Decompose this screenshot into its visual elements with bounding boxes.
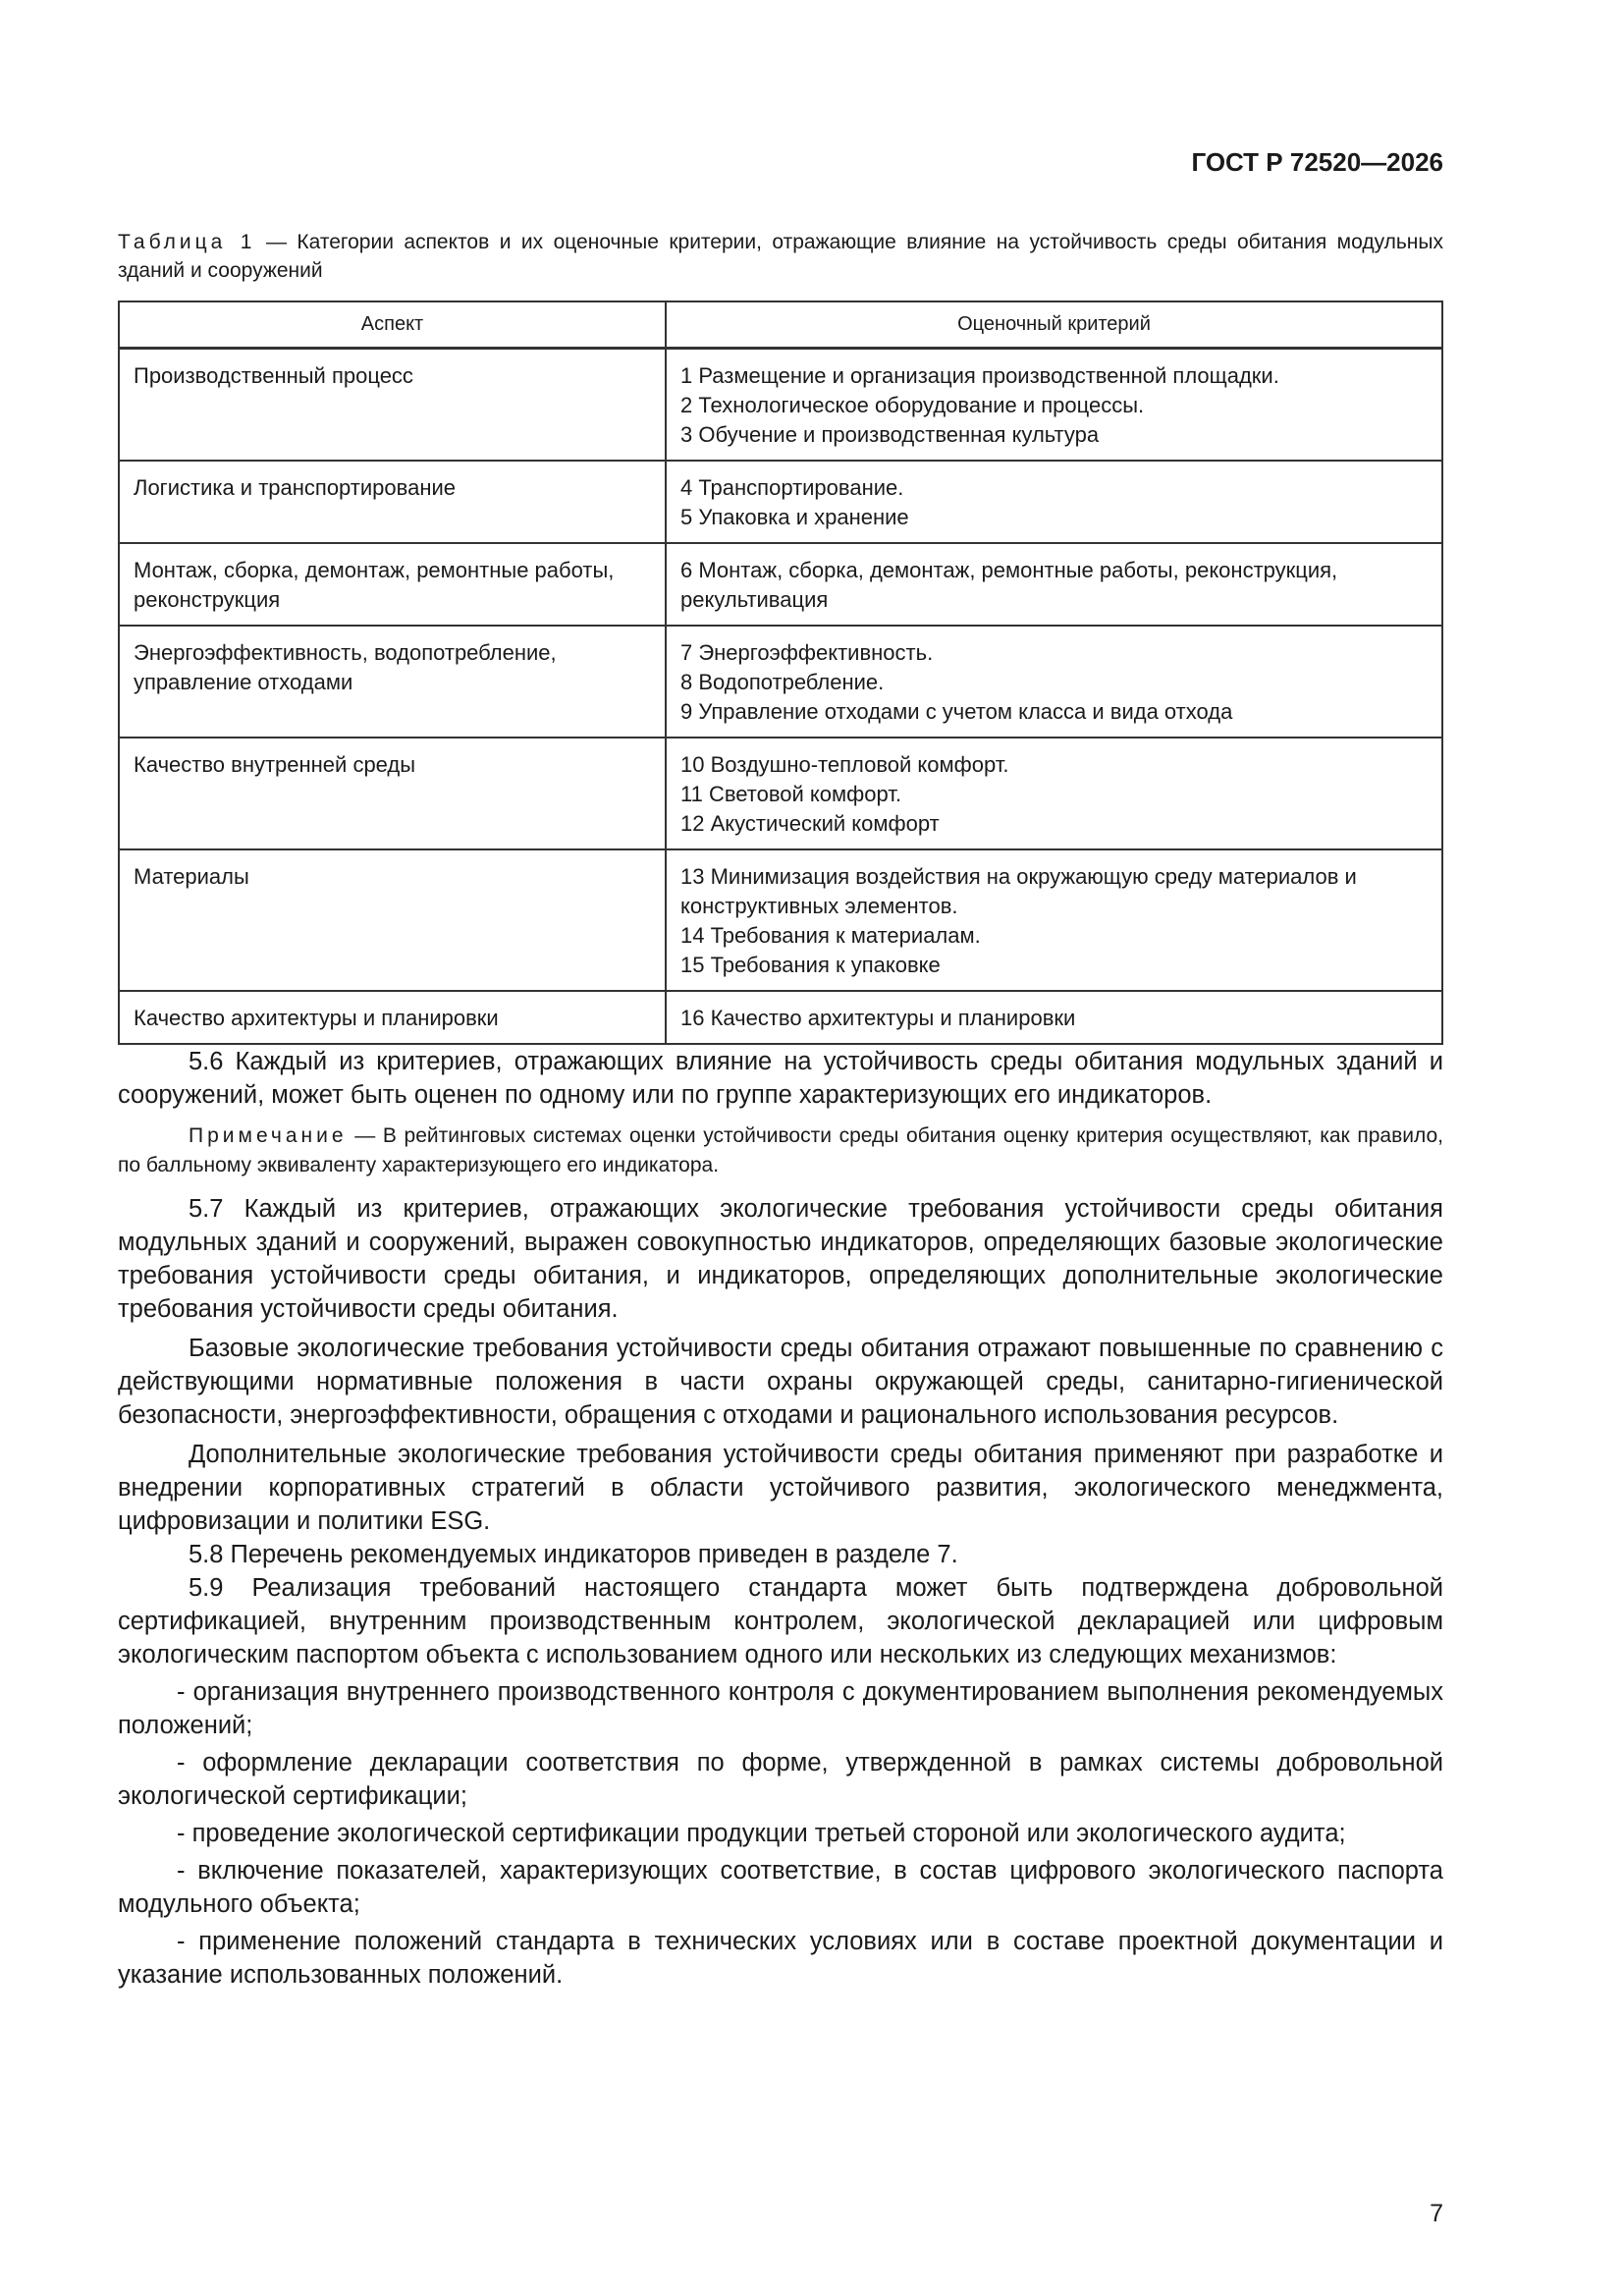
page-number: 7 bbox=[1430, 2200, 1443, 2227]
criteria-cell bbox=[666, 738, 1442, 849]
table-row bbox=[119, 738, 1442, 849]
note bbox=[118, 1121, 1443, 1180]
paragraph-5-7-base: Базовые экологические требования устойчивости среды обитания отражают повышенные по сравнению с действующими нормативные положения в части охраны окружающей среды, санитарно-гигиенической безопасности, энергоэффективности, обращения с отходами и рационального использования ресурсов. bbox=[118, 1335, 1443, 1429]
criterion-line: 13 Минимизация воздействия на окружающую среду материалов и конструктивных элементов. bbox=[680, 864, 1357, 918]
criterion-line: 12 Акустический комфорт bbox=[680, 811, 940, 836]
criterion-line: 8 Водопотребление. bbox=[680, 670, 885, 694]
criteria-cell bbox=[666, 349, 1442, 462]
criterion-line: 5 Упаковка и хранение bbox=[680, 505, 909, 529]
table-row bbox=[119, 349, 1442, 462]
criterion-line: 4 Транспортирование. bbox=[680, 475, 904, 500]
paragraph-5-8: 5.8 Перечень рекомендуемых индикаторов приведен в разделе 7. bbox=[189, 1541, 958, 1568]
criteria-cell bbox=[666, 991, 1442, 1044]
table-row bbox=[119, 626, 1442, 738]
table-caption-text: — Категории аспектов и их оценочные критерии, отражающие влияние на устойчивость среды обитания модульных зданий и сооружений bbox=[118, 231, 1443, 282]
aspect-cell: Производственный процесс bbox=[119, 349, 666, 462]
criterion-line: 10 Воздушно-тепловой комфорт. bbox=[680, 752, 1009, 777]
table-row bbox=[119, 849, 1442, 991]
list-item: - включение показателей, характеризующих соответствие, в состав цифрового экологического паспорта модульного объекта; bbox=[118, 1857, 1443, 1918]
criteria-cell bbox=[666, 626, 1442, 738]
aspect-cell: Логистика и транспортирование bbox=[119, 461, 666, 543]
table-caption-prefix: Таблица 1 bbox=[118, 231, 256, 253]
body-text bbox=[118, 1045, 1443, 1992]
criterion-line: 16 Качество архитектуры и планировки bbox=[680, 1006, 1076, 1030]
table-row bbox=[119, 543, 1442, 626]
note-prefix: Примечание bbox=[189, 1124, 348, 1147]
table-header-row bbox=[119, 301, 1442, 349]
criteria-cell bbox=[666, 543, 1442, 626]
paragraph-5-9: 5.9 Реализация требований настоящего стандарта может быть подтверждена добровольной сертификацией, внутренним производственным контролем, экологической декларацией или цифровым экологическим паспортом объекта с использованием одного или нескольких из следующих механизмов: bbox=[118, 1574, 1443, 1668]
criterion-line: 15 Требования к упаковке bbox=[680, 953, 941, 977]
criterion-line: 6 Монтаж, сборка, демонтаж, ремонтные работы, реконструкция, рекультивация bbox=[680, 558, 1338, 612]
criterion-line: 2 Технологическое оборудование и процессы. bbox=[680, 393, 1145, 417]
note-text: — В рейтинговых системах оценки устойчивости среды обитания оценку критерия осуществляют, как правило, по балльному эквиваленту характеризующего его индикатора. bbox=[118, 1124, 1443, 1176]
criterion-line: 1 Размещение и организация производственной площадки. bbox=[680, 363, 1279, 388]
list-item: - проведение экологической сертификации продукции третьей стороной или экологического аудита; bbox=[177, 1820, 1346, 1847]
table-caption bbox=[118, 228, 1443, 285]
criterion-line: 11 Световой комфорт. bbox=[680, 782, 901, 806]
criteria-table bbox=[118, 301, 1443, 1045]
aspect-cell: Материалы bbox=[119, 849, 666, 991]
criterion-line: 3 Обучение и производственная культура bbox=[680, 422, 1100, 447]
aspect-cell: Энергоэффективность, водопотребление, управление отходами bbox=[119, 626, 666, 738]
paragraph-5-7-additional: Дополнительные экологические требования устойчивости среды обитания применяют при разработке и внедрении корпоративных стратегий в области устойчивого развития, экологического менеджмента, цифровизации и политики ESG. bbox=[118, 1441, 1443, 1535]
criteria-cell bbox=[666, 461, 1442, 543]
criteria-cell bbox=[666, 849, 1442, 991]
list-item: - оформление декларации соответствия по форме, утвержденной в рамках системы добровольной экологической сертификации; bbox=[118, 1749, 1443, 1810]
aspect-cell: Качество внутренней среды bbox=[119, 738, 666, 849]
criterion-line: 9 Управление отходами с учетом класса и вида отхода bbox=[680, 699, 1233, 724]
table-row bbox=[119, 991, 1442, 1044]
aspect-cell: Монтаж, сборка, демонтаж, ремонтные работы, реконструкция bbox=[119, 543, 666, 626]
criterion-line: 7 Энергоэффективность. bbox=[680, 640, 934, 665]
criterion-line: 14 Требования к материалам. bbox=[680, 923, 981, 948]
paragraph-5-7: 5.7 Каждый из критериев, отражающих экологические требования устойчивости среды обитания модульных зданий и сооружений, выражен совокупностью индикаторов, определяющих базовые экологические требования устойчивости среды обитания, и индикаторов, определяющих дополнительные экологические требования устойчивости среды обитания. bbox=[118, 1195, 1443, 1323]
list-item: - применение положений стандарта в технических условиях или в составе проектной документации и указание использованных положений. bbox=[118, 1928, 1443, 1989]
column-header-aspect: Аспект bbox=[119, 301, 666, 349]
document-id: ГОСТ Р 72520—2026 bbox=[1191, 147, 1443, 177]
paragraph-5-6: 5.6 Каждый из критериев, отражающих влияние на устойчивость среды обитания модульных зданий и сооружений, может быть оценен по одному или по группе характеризующих его индикаторов. bbox=[118, 1048, 1443, 1109]
table-row bbox=[119, 461, 1442, 543]
column-header-criterion: Оценочный критерий bbox=[666, 301, 1442, 349]
aspect-cell: Качество архитектуры и планировки bbox=[119, 991, 666, 1044]
list-item: - организация внутреннего производственного контроля с документированием выполнения рекомендуемых положений; bbox=[118, 1678, 1443, 1739]
